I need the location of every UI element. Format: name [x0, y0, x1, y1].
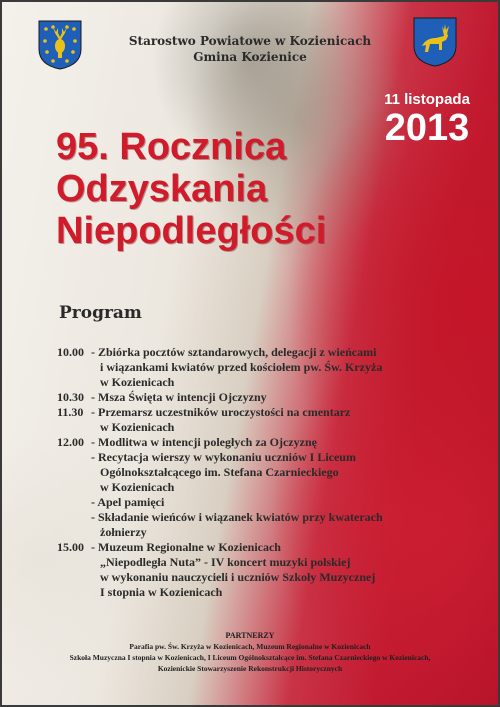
- event-year: 2013: [384, 107, 470, 149]
- deer-crest-icon: [37, 19, 83, 71]
- schedule-line: „Niepodległa Nuta” - IV koncert muzyki polskiej: [100, 555, 351, 569]
- schedule-text: [91, 405, 437, 435]
- schedule-entry: [57, 540, 437, 600]
- title-line-1: 95. Rocznica: [56, 126, 287, 168]
- schedule-line: i wiązankami kwiatów przed kościołem pw. Św. Krzyża: [100, 360, 383, 374]
- schedule-time: 12.00: [57, 435, 84, 449]
- schedule-entry: [57, 390, 437, 405]
- schedule-time: 10.30: [57, 390, 84, 404]
- organizer-line-2: Gmina Kozienice: [193, 50, 307, 64]
- schedule-text: [91, 390, 437, 405]
- event-day: 11 listopada: [384, 91, 470, 108]
- schedule-line: w Kozienicach: [100, 375, 175, 389]
- title-line-2: Odzyskania: [56, 168, 268, 210]
- schedule-line: w Kozienicach: [100, 480, 175, 494]
- schedule-line: - Zbiórka pocztów sztandarowych, delegacji z wieńcami: [91, 345, 377, 359]
- partners-line-1: Parafia pw. Św. Krzyża w Kozienicach, Muzeum Regionalne w Kozienicach: [129, 642, 371, 651]
- schedule-text: [91, 435, 437, 540]
- schedule-line: - Przemarsz uczestników uroczystości na cmentarz: [91, 405, 351, 419]
- partners-title: PARTNERZY: [225, 631, 275, 640]
- poster-title: [56, 126, 326, 252]
- schedule-line: - Apel pamięci: [91, 495, 165, 509]
- schedule-entry: [57, 345, 437, 390]
- schedule-line: Ogólnokształcącego im. Stefana Czarnieckiego: [100, 465, 339, 479]
- partners-section: [0, 630, 500, 674]
- schedule-line: I stopnia w Kozienicach: [100, 585, 223, 599]
- schedule-line: - Muzeum Regionalne w Kozienicach: [91, 540, 281, 554]
- schedule-time: 10.00: [57, 345, 84, 359]
- schedule-line: w wykonaniu nauczycieli i uczniów Szkoły Muzycznej: [100, 570, 376, 584]
- organizer-line-1: Starostwo Powiatowe w Kozienicach: [128, 34, 372, 48]
- partners-line-2: Szkoła Muzyczna I stopnia w Kozienicach, I Liceum Ogólnokształcące im. Stefana Czarnieckiego w Kozienicach,: [69, 653, 431, 662]
- schedule-entry: [57, 435, 437, 540]
- schedule-line: - Składanie wieńców i wiązanek kwiatów przy kwaterach: [91, 510, 383, 524]
- schedule-line: żołnierzy: [100, 525, 147, 539]
- program-schedule: [57, 345, 437, 600]
- program-heading: Program: [59, 303, 142, 323]
- schedule-line: - Msza Święta w intencji Ojczyzny: [91, 390, 267, 404]
- organizer-header: [110, 33, 390, 65]
- schedule-text: [91, 345, 437, 390]
- schedule-line: - Modlitwa w intencji poległych za Ojczyznę: [91, 435, 317, 449]
- title-line-3: Niepodległości: [56, 210, 327, 252]
- schedule-entry: [57, 405, 437, 435]
- schedule-text: [91, 540, 437, 600]
- schedule-line: w Kozienicach: [100, 420, 175, 434]
- stag-crest-icon: [412, 16, 458, 68]
- schedule-time: 15.00: [57, 540, 84, 554]
- schedule-line: - Recytacja wierszy w wykonaniu uczniów I Liceum: [91, 450, 356, 464]
- event-date: [372, 92, 482, 148]
- schedule-time: 11.30: [57, 405, 84, 419]
- partners-line-3: Kozienickie Stowarzyszenie Rekonstrukcji Historycznych: [157, 664, 343, 673]
